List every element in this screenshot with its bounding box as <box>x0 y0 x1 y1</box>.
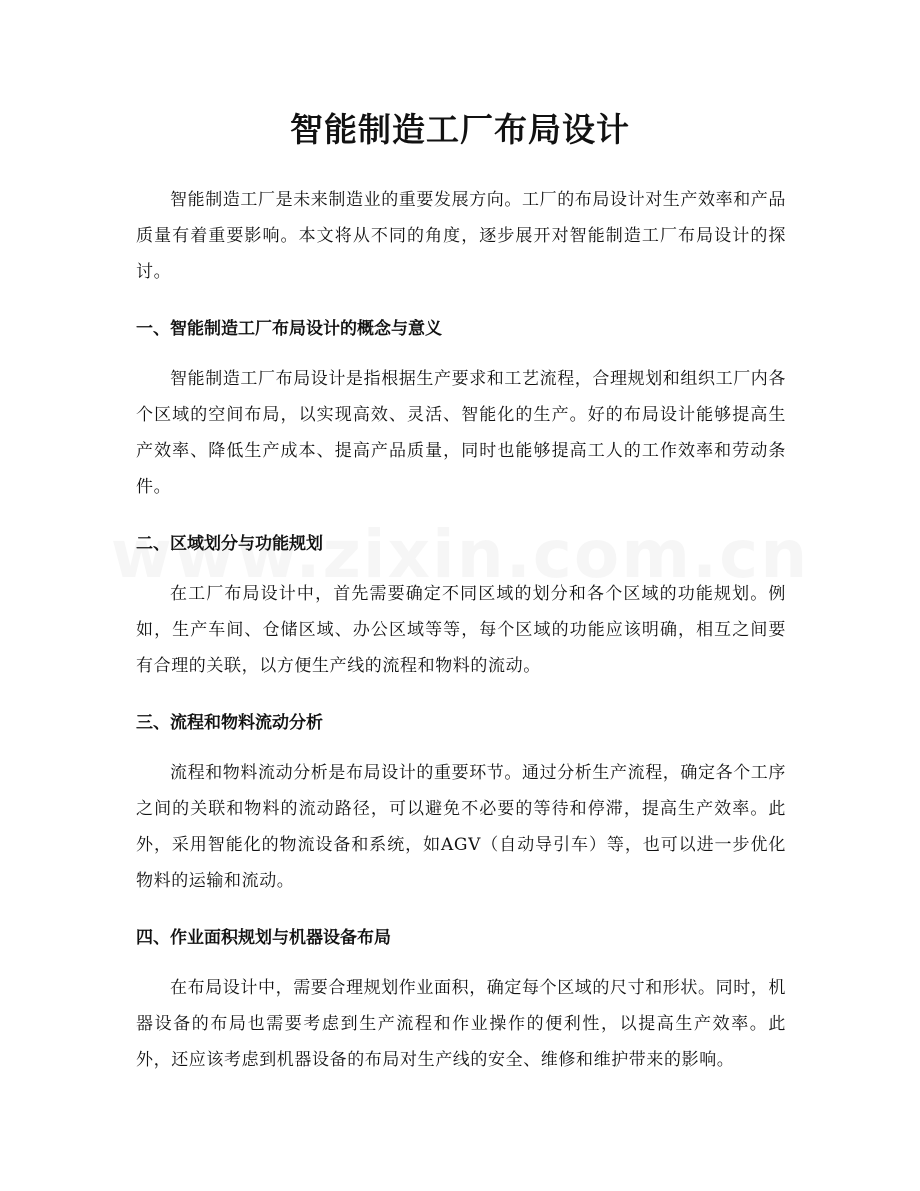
section-paragraph-2: 在工厂布局设计中，首先需要确定不同区域的划分和各个区域的功能规划。例如，生产车间、仓储区域、办公区域等等，每个区域的功能应该明确，相互之间要有合理的关联，以方便生产线的流程和物料的流动。 <box>136 584 786 676</box>
intro-paragraph: 智能制造工厂是未来制造业的重要发展方向。工厂的布局设计对生产效率和产品质量有着重要影响。本文将从不同的角度，逐步展开对智能制造工厂布局设计的探讨。 <box>136 190 786 282</box>
section-paragraph-3: 流程和物料流动分析是布局设计的重要环节。通过分析生产流程，确定各个工序之间的关联和物料的流动路径，可以避免不必要的等待和停滞，提高生产效率。此外，采用智能化的物流设备和系统，如AGV（自动导引车）等，也可以进一步优化物料的运输和流动。 <box>136 763 786 891</box>
section-heading-2: 二、区域划分与功能规划 <box>136 534 323 554</box>
document-title: 智能制造工厂布局设计 <box>290 110 630 149</box>
section-heading-3: 三、流程和物料流动分析 <box>136 713 323 733</box>
section-heading-4: 四、作业面积规划与机器设备布局 <box>136 928 391 948</box>
document-body <box>136 182 786 1078</box>
section-paragraph-4: 在布局设计中，需要合理规划作业面积，确定每个区域的尺寸和形状。同时，机器设备的布局也需要考虑到生产流程和作业操作的便利性，以提高生产效率。此外，还应该考虑到机器设备的布局对生产线的安全、维修和维护带来的影响。 <box>136 978 786 1070</box>
section-paragraph-1: 智能制造工厂布局设计是指根据生产要求和工艺流程，合理规划和组织工厂内各个区域的空间布局，以实现高效、灵活、智能化的生产。好的布局设计能够提高生产效率、降低生产成本、提高产品质量，同时也能够提高工人的工作效率和劳动条件。 <box>136 369 786 497</box>
section-heading-1: 一、智能制造工厂布局设计的概念与意义 <box>136 319 442 339</box>
